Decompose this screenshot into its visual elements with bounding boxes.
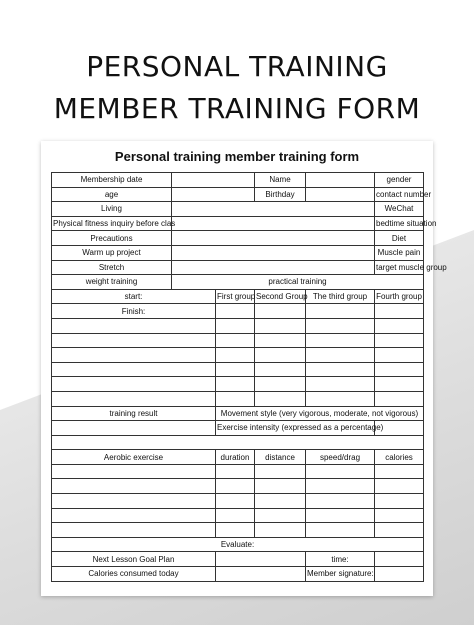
cell-field[interactable] — [306, 523, 375, 538]
calories-label: calories — [375, 450, 424, 465]
third-group-label: The third group — [306, 289, 375, 304]
birthday-field[interactable] — [306, 187, 375, 202]
start-label: start: — [52, 289, 216, 304]
cell-field[interactable] — [52, 348, 216, 363]
cell-field[interactable] — [216, 523, 255, 538]
cell-field[interactable] — [255, 348, 306, 363]
duration-label: duration — [216, 450, 255, 465]
table-row — [52, 523, 424, 538]
table-row — [52, 552, 424, 567]
cell-field[interactable] — [375, 508, 424, 523]
cell-field[interactable] — [255, 479, 306, 494]
cell-field[interactable] — [216, 362, 255, 377]
muscle-pain-label: Muscle pain — [375, 245, 424, 260]
next-lesson-field[interactable] — [216, 552, 306, 567]
table-row — [52, 479, 424, 494]
cell-field[interactable] — [52, 377, 216, 392]
calories-today-field[interactable] — [216, 567, 306, 582]
cell-field[interactable] — [52, 508, 216, 523]
cell-field[interactable] — [52, 479, 216, 494]
gender-label: gender — [375, 173, 424, 188]
membership-date-label: Membership date — [52, 173, 172, 188]
table-row — [52, 187, 424, 202]
living-label: Living — [52, 202, 172, 217]
cell-field[interactable] — [375, 304, 424, 319]
physical-fitness-field[interactable] — [172, 216, 375, 231]
table-row — [52, 275, 424, 290]
contact-number-label: contact number — [375, 187, 424, 202]
table-row — [52, 304, 424, 319]
cell-field[interactable] — [216, 479, 255, 494]
cell-field[interactable] — [306, 494, 375, 509]
table-row — [52, 435, 424, 450]
table-row — [52, 567, 424, 582]
cell-field[interactable] — [52, 333, 216, 348]
cell-field[interactable] — [52, 435, 424, 450]
table-row — [52, 231, 424, 246]
cell-field[interactable] — [216, 464, 255, 479]
second-group-label: Second Group — [255, 289, 306, 304]
cell-field[interactable] — [306, 304, 375, 319]
cell-field[interactable] — [306, 464, 375, 479]
cell-field[interactable] — [52, 523, 216, 538]
cell-field[interactable] — [306, 508, 375, 523]
table-row — [52, 362, 424, 377]
cell-field[interactable] — [52, 362, 216, 377]
cell-field[interactable] — [375, 377, 424, 392]
finish-label: Finish: — [52, 304, 216, 319]
time-field[interactable] — [375, 552, 424, 567]
table-row — [52, 202, 424, 217]
calories-today-label: Calories consumed today — [52, 567, 216, 582]
table-row — [52, 391, 424, 406]
cell-field[interactable] — [306, 377, 375, 392]
cell-field[interactable] — [255, 304, 306, 319]
name-field[interactable] — [306, 173, 375, 188]
practical-training-label: practical training — [172, 275, 424, 290]
age-field[interactable] — [172, 187, 255, 202]
cell-field[interactable] — [306, 479, 375, 494]
stretch-label: Stretch — [52, 260, 172, 275]
living-field[interactable] — [172, 202, 375, 217]
distance-label: distance — [255, 450, 306, 465]
first-group-label: First group — [216, 289, 255, 304]
training-result-field[interactable] — [52, 421, 216, 436]
cell-field[interactable] — [255, 362, 306, 377]
target-muscle-label: target muscle group — [375, 260, 424, 275]
cell-field[interactable] — [255, 318, 306, 333]
cell-field[interactable] — [255, 464, 306, 479]
warm-up-field[interactable] — [172, 245, 375, 260]
precautions-label: Precautions — [52, 231, 172, 246]
table-row — [52, 333, 424, 348]
form-title: Personal training member training form — [114, 149, 360, 164]
cell-field[interactable] — [375, 523, 424, 538]
cell-field[interactable] — [306, 362, 375, 377]
page-title-line2: MEMBER TRAINING FORM — [53, 92, 421, 125]
table-row — [52, 377, 424, 392]
table-row — [52, 537, 424, 552]
cell-field[interactable] — [306, 391, 375, 406]
birthday-label: Birthday — [255, 187, 306, 202]
table-row — [52, 494, 424, 509]
table-row — [52, 348, 424, 363]
cell-field[interactable] — [255, 508, 306, 523]
page-title-line1: PERSONAL TRAINING — [86, 50, 388, 83]
cell-field[interactable] — [375, 494, 424, 509]
cell-field[interactable] — [216, 333, 255, 348]
table-row — [52, 289, 424, 304]
cell-field[interactable] — [52, 391, 216, 406]
table-row — [52, 245, 424, 260]
exercise-intensity-label: Exercise intensity (expressed as a percentage) — [216, 421, 375, 436]
cell-field[interactable] — [255, 523, 306, 538]
table-row — [52, 406, 424, 421]
cell-field[interactable] — [52, 494, 216, 509]
table-row — [52, 421, 424, 436]
evaluate-label: Evaluate: — [52, 537, 424, 552]
table-row — [52, 216, 424, 231]
warm-up-label: Warm up project — [52, 245, 172, 260]
time-label: time: — [306, 552, 375, 567]
cell-field[interactable] — [255, 494, 306, 509]
movement-style-label: Movement style (very vigorous, moderate, not vigorous) — [216, 406, 424, 421]
table-row — [52, 508, 424, 523]
cell-field[interactable] — [375, 318, 424, 333]
precautions-field[interactable] — [172, 231, 375, 246]
member-signature-label: Member signature: — [306, 567, 375, 582]
member-signature-field[interactable] — [375, 567, 424, 582]
cell-field[interactable] — [255, 391, 306, 406]
cell-field[interactable] — [375, 348, 424, 363]
cell-field[interactable] — [375, 464, 424, 479]
name-label: Name — [255, 173, 306, 188]
weight-training-label: weight training — [52, 275, 172, 290]
speed-label: speed/drag — [306, 450, 375, 465]
next-lesson-label: Next Lesson Goal Plan — [52, 552, 216, 567]
cell-field[interactable] — [375, 333, 424, 348]
cell-field[interactable] — [216, 318, 255, 333]
diet-label: Diet — [375, 231, 424, 246]
aerobic-label: Aerobic exercise — [52, 450, 216, 465]
cell-field[interactable] — [216, 391, 255, 406]
cell-field[interactable] — [375, 391, 424, 406]
bedtime-label: bedtime situation — [375, 216, 424, 231]
cell-field[interactable] — [306, 348, 375, 363]
cell-field[interactable] — [306, 318, 375, 333]
stretch-field[interactable] — [172, 260, 375, 275]
cell-field[interactable] — [216, 348, 255, 363]
cell-field[interactable] — [306, 333, 375, 348]
cell-field[interactable] — [255, 333, 306, 348]
membership-date-field[interactable] — [172, 173, 255, 188]
cell-field[interactable] — [216, 304, 255, 319]
table-row — [52, 464, 424, 479]
cell-field[interactable] — [216, 508, 255, 523]
table-row — [52, 450, 424, 465]
wechat-label: WeChat — [375, 202, 424, 217]
table-row — [52, 318, 424, 333]
table-row — [52, 260, 424, 275]
cell-field[interactable] — [52, 464, 216, 479]
cell-field[interactable] — [52, 318, 216, 333]
cell-field[interactable] — [375, 479, 424, 494]
cell-field[interactable] — [255, 377, 306, 392]
training-result-label: training result — [52, 406, 216, 421]
form-sheet — [41, 141, 447, 596]
physical-fitness-label: Physical fitness inquiry before clas — [52, 216, 172, 231]
cell-field[interactable] — [375, 362, 424, 377]
cell-field[interactable] — [216, 377, 255, 392]
age-label: age — [52, 187, 172, 202]
table-row — [52, 173, 424, 188]
training-form-table — [51, 172, 447, 582]
fourth-group-label: Fourth group — [375, 289, 424, 304]
cell-field[interactable] — [216, 494, 255, 509]
